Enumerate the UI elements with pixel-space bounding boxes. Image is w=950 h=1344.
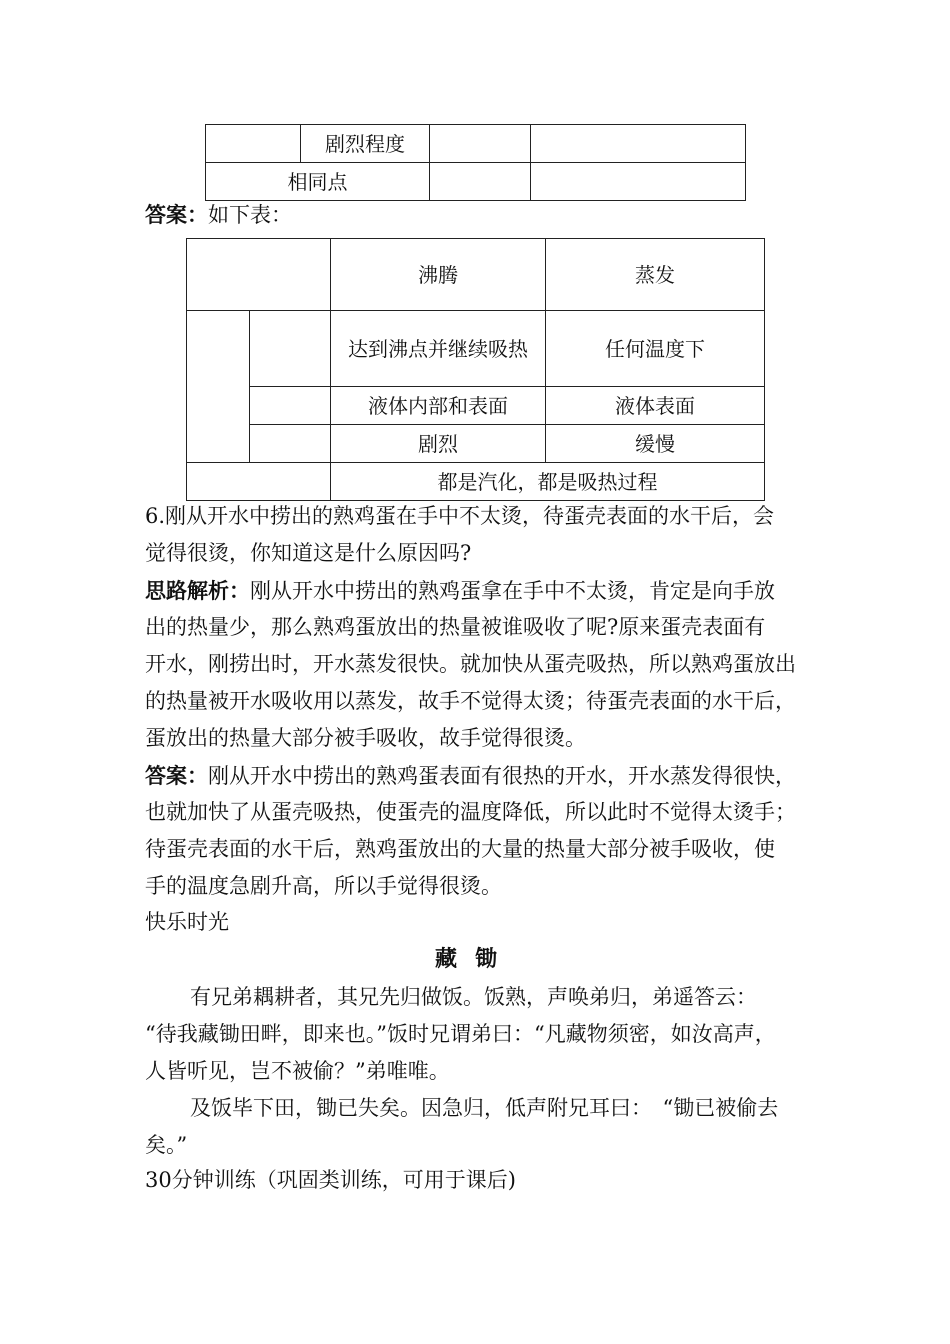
answer-table-cell: 缓慢 [546, 425, 765, 463]
top-table-cell-blank [206, 125, 301, 163]
analysis-text: 刚从开水中捞出的熟鸡蛋拿在手中不太烫，肯定是向手放 [250, 579, 775, 603]
analysis-line: 出的热量少，那么熟鸡蛋放出的热量被谁吸收了呢?原来蛋壳表面有 [145, 615, 766, 639]
story-line: “待我藏锄田畔，即来也。”饭时兄谓弟曰：“凡藏物须密，如汝高声， [145, 1022, 776, 1046]
top-table [205, 124, 746, 201]
answer-table-cell: 剧烈 [331, 425, 546, 463]
answer-table-cell: 液体表面 [546, 387, 765, 425]
top-table-cell-empty [430, 125, 531, 163]
answer-table [186, 238, 765, 501]
top-table-cell-similarity: 相同点 [206, 163, 430, 201]
answer2-line: 也就加快了从蛋壳吸热，使蛋壳的温度降低，所以此时不觉得太烫手； [145, 800, 796, 824]
answer-line [145, 196, 292, 234]
answer-table-group-cell [187, 311, 250, 463]
analysis-line: 的热量被开水吸收用以蒸发，故手不觉得太烫；待蛋壳表面的水干后， [145, 689, 796, 713]
answer2-text: 刚从开水中捞出的熟鸡蛋表面有很热的开水，开水蒸发得很快， [208, 764, 796, 788]
top-table-cell-empty [430, 163, 531, 201]
answer-table-cell: 液体内部和表面 [331, 387, 546, 425]
analysis-line [145, 572, 775, 610]
top-table-cell-empty [531, 163, 746, 201]
answer-table-label-cell [250, 425, 331, 463]
top-table-cell-intensity: 剧烈程度 [301, 125, 430, 163]
training-heading: 30分钟训练（巩固类训练，可用于课后) [145, 1168, 516, 1192]
story-title: 藏锄 [434, 946, 515, 972]
analysis-line: 开水，刚捞出时，开水蒸发很快。就加快从蛋壳吸热，所以熟鸡蛋放出 [145, 652, 796, 676]
answer-label: 答案： [145, 202, 208, 227]
story-line: 人皆听见，岂不被偷？”弟唯唯。 [145, 1059, 450, 1083]
answer2-line [145, 757, 796, 795]
story-line: 有兄弟耦耕者，其兄先归做饭。饭熟，声唤弟归，弟遥答云： [190, 985, 757, 1009]
answer-table-corner [187, 239, 331, 311]
answer2-line: 手的温度急剧升高，所以手觉得很烫。 [145, 874, 502, 898]
answer-table-header-evaporation: 蒸发 [546, 239, 765, 311]
answer-table-common-cell: 都是汽化，都是吸热过程 [331, 463, 765, 501]
answer2-line: 待蛋壳表面的水干后，熟鸡蛋放出的大量的热量大部分被手吸收，使 [145, 837, 775, 861]
answer-table-header-boiling: 沸腾 [331, 239, 546, 311]
question6-line: 觉得很烫，你知道这是什么原因吗? [145, 541, 472, 565]
answer-table-label-cell [250, 311, 331, 387]
answer2-label: 答案： [145, 763, 208, 788]
story-line: 矣。” [145, 1133, 188, 1157]
analysis-label: 思路解析： [145, 578, 250, 603]
story-line: 及饭毕下田，锄已失矣。因急归，低声附兄耳曰： “锄已被偷去 [190, 1096, 779, 1120]
answer-table-label-cell [250, 387, 331, 425]
top-table-cell-empty [531, 125, 746, 163]
answer-text: 如下表： [208, 203, 292, 227]
analysis-line: 蛋放出的热量大部分被手吸收，故手觉得很烫。 [145, 726, 586, 750]
happy-time-heading: 快乐时光 [145, 910, 229, 934]
answer-table-label-cell [187, 463, 331, 501]
question6-line: 6.刚从开水中捞出的熟鸡蛋在手中不太烫，待蛋壳表面的水干后，会 [145, 504, 775, 528]
answer-table-cell: 任何温度下 [546, 311, 765, 387]
answer-table-cell: 达到沸点并继续吸热 [331, 311, 546, 387]
